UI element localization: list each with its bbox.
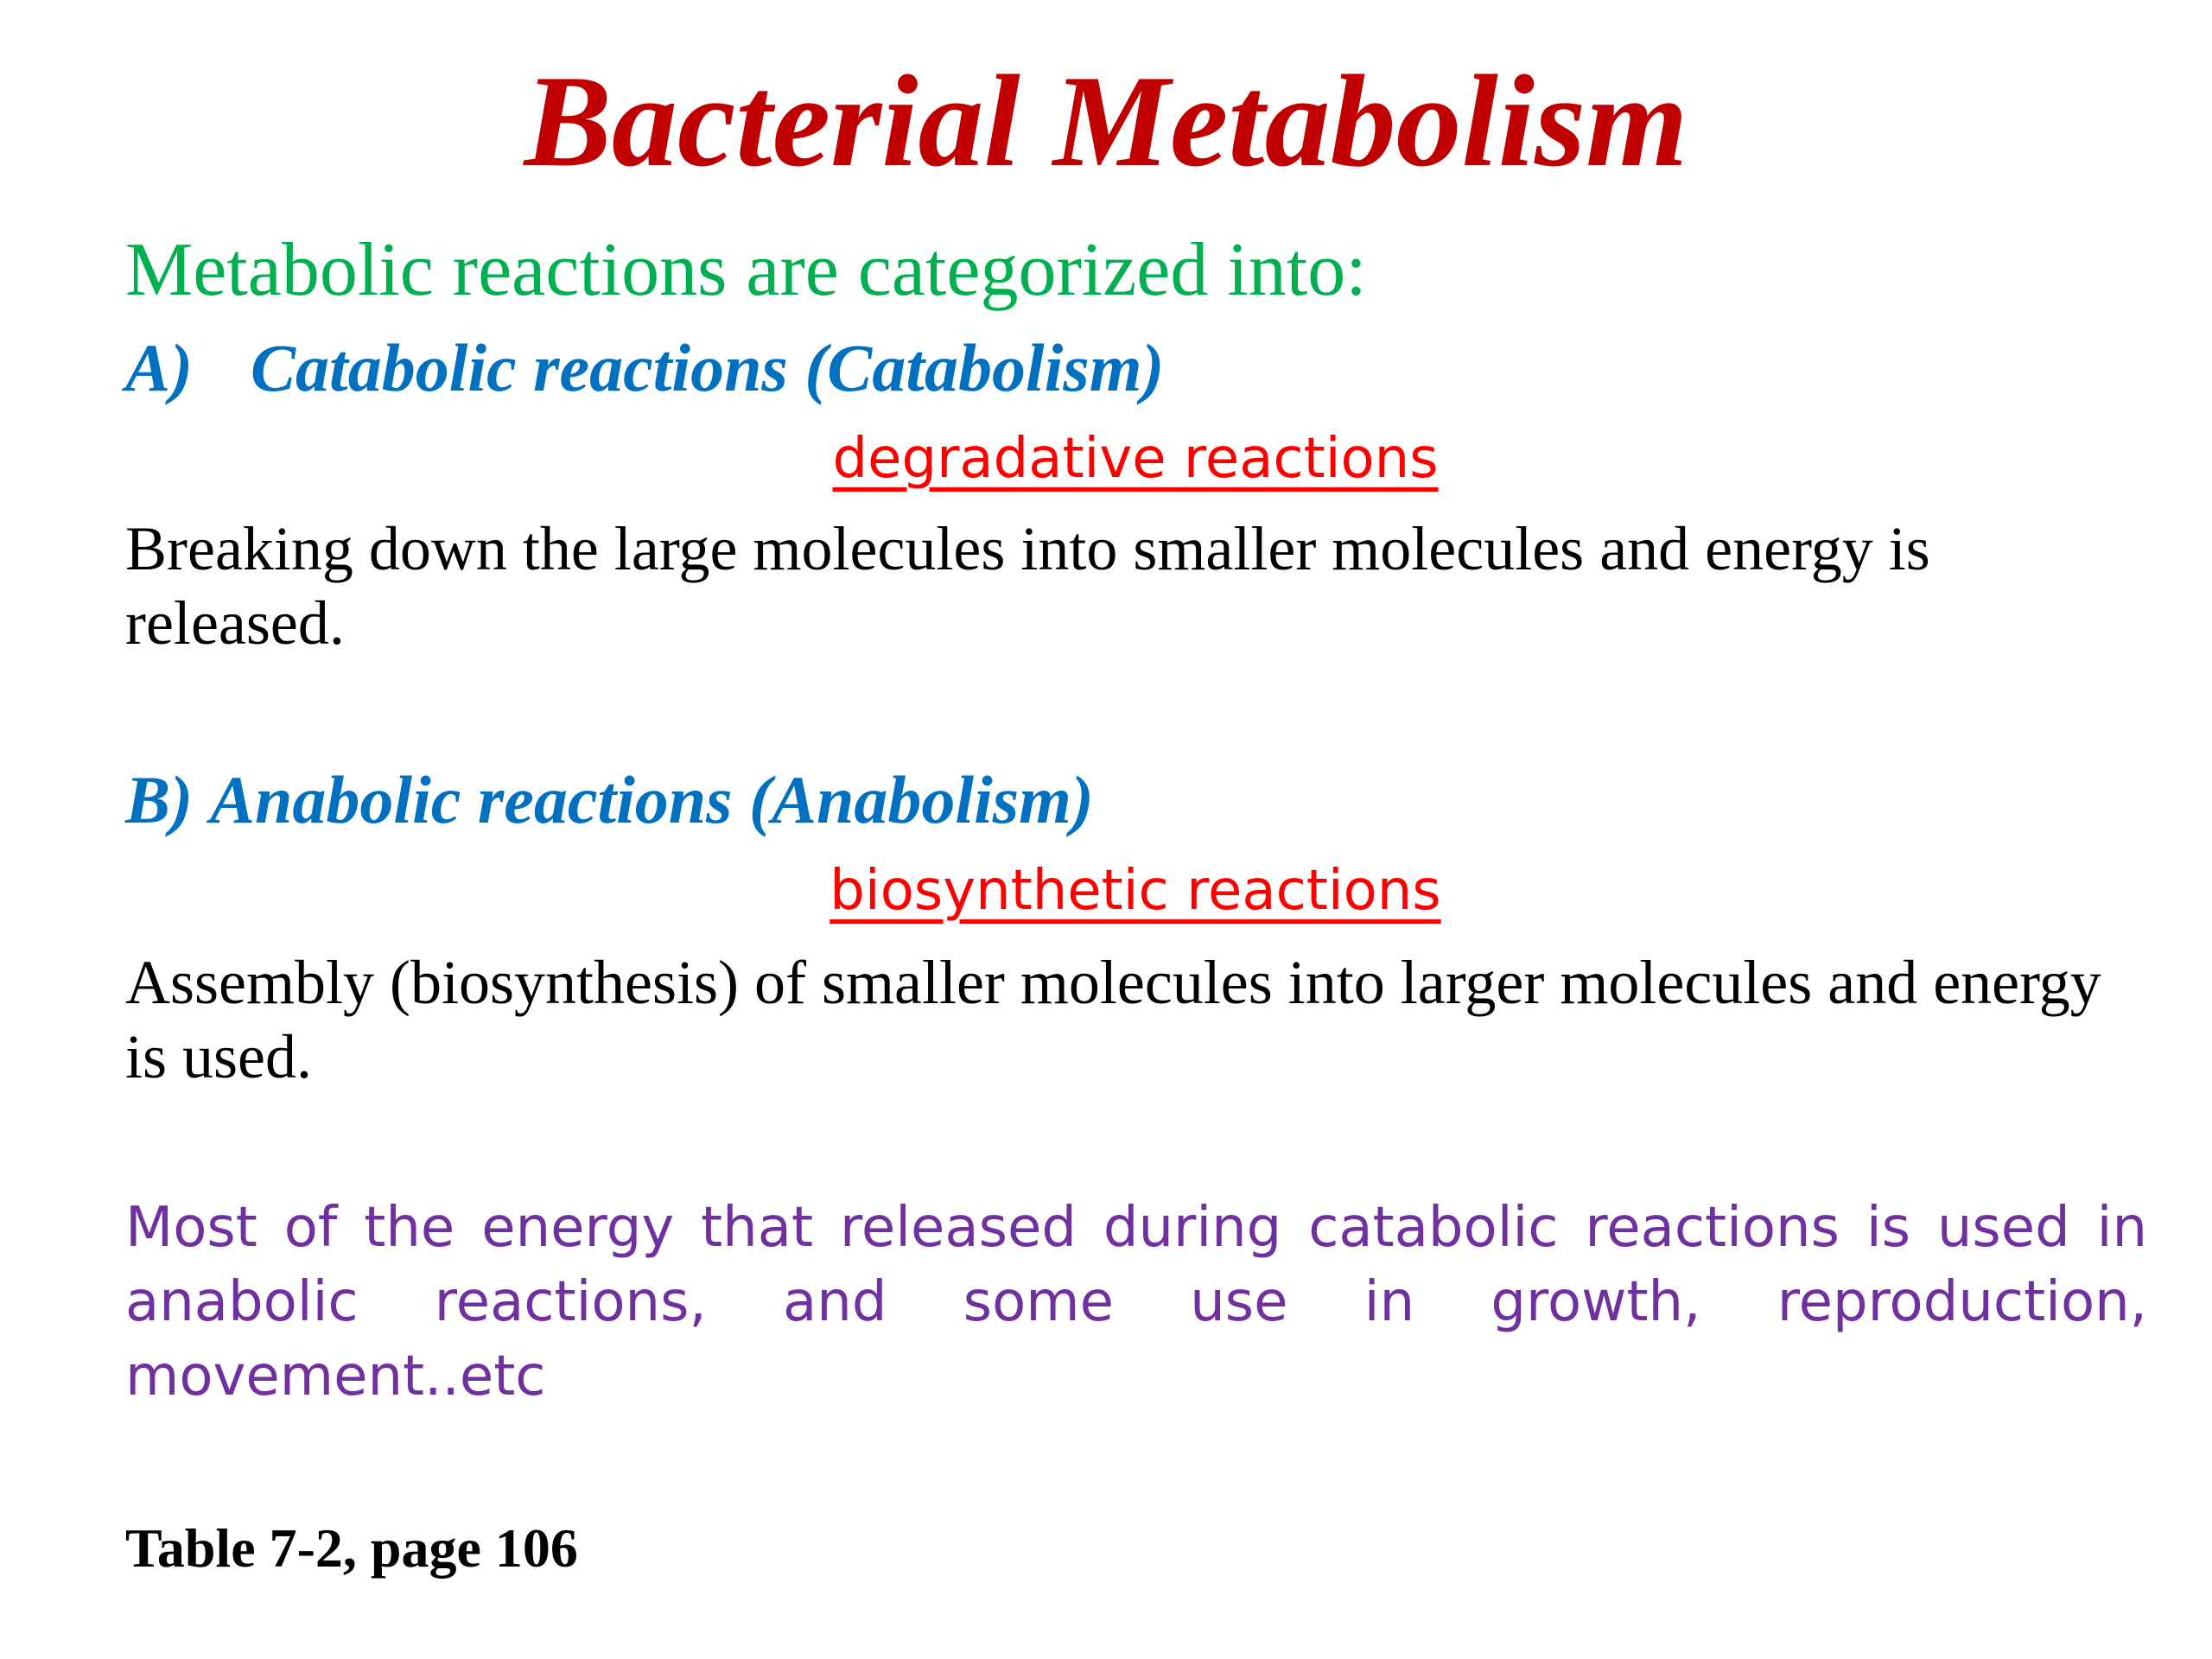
section-b-subheading: [0, 852, 2212, 930]
section-a-description: Breaking down the large molecules into smaller molecules and energy is released.: [125, 514, 1930, 658]
energy-note: Most of the energy that released during catabolic reactions is used in anabolic reactions, and some use in growth, reproduction, movement..etc: [125, 1196, 2147, 1408]
section-a-marker: A): [125, 330, 193, 405]
intro-text: Metabolic reactions are categorized into:: [125, 228, 1367, 312]
section-b-marker: B): [125, 762, 193, 837]
section-a-heading: [125, 325, 1164, 411]
source-reference: Table 7-2, page 106: [125, 1517, 578, 1579]
section-a-subheading-text: degradative reactions: [832, 427, 1439, 491]
slide-title: Bacterial Metabolism: [524, 48, 1688, 194]
section-a-heading-text: Catabolic reactions (Catabolism): [251, 330, 1165, 405]
section-b-subheading-text: biosynthetic reactions: [830, 859, 1441, 923]
section-b-description: Assembly (biosynthesis) of smaller molecules into larger molecules and energy is used.: [125, 948, 2101, 1091]
section-b-heading-text: Anabolic reactions (Anabolism): [210, 762, 1094, 837]
section-a-subheading: [0, 420, 2212, 498]
section-b-heading: [125, 757, 1094, 843]
